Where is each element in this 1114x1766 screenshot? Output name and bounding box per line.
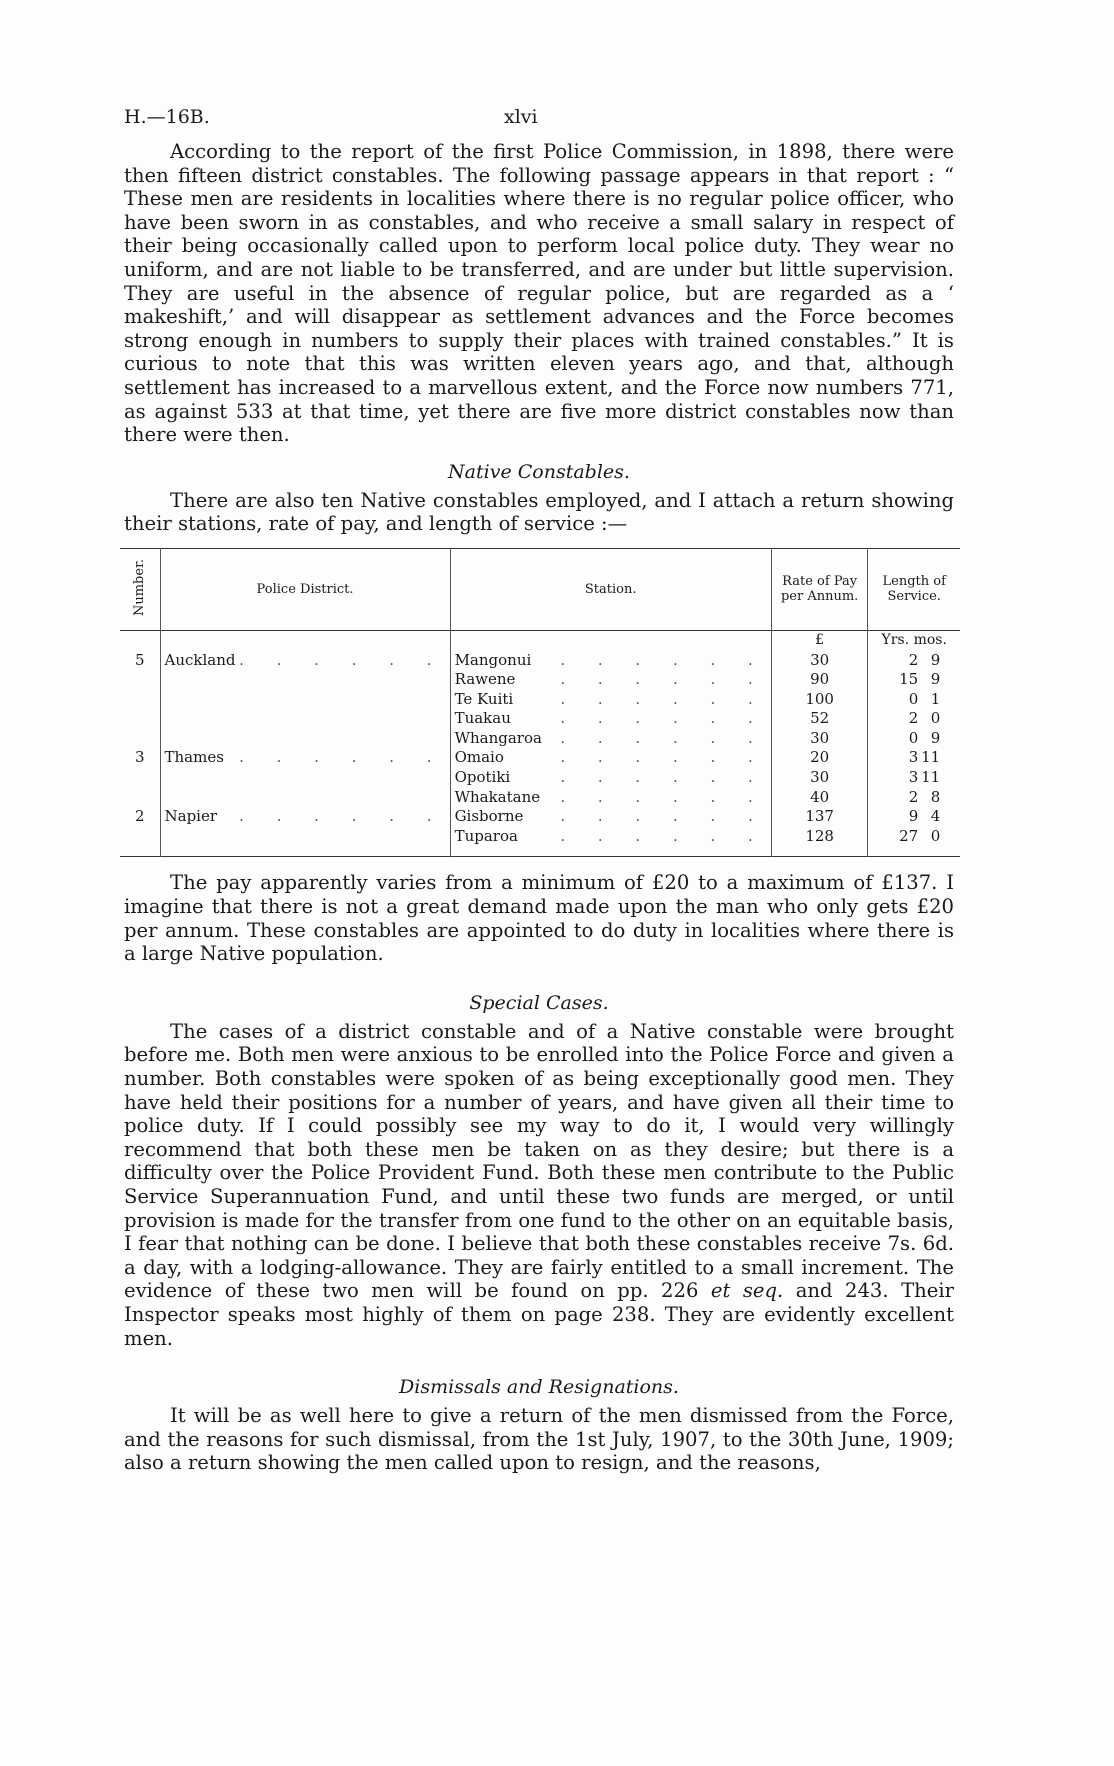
row-number	[120, 709, 160, 729]
table-row	[120, 788, 960, 808]
paragraph-native-intro: There are also ten Native constables employed, and I attach a return showing their stations, rate of pay, and length of service :—	[124, 488, 954, 536]
row-rate: 20	[771, 748, 868, 768]
row-length: 2 9	[908, 650, 941, 669]
document-page	[124, 100, 954, 1475]
row-district: Auckland . . . . . .	[160, 651, 450, 671]
table-row	[120, 690, 960, 710]
row-rate: 128	[771, 827, 868, 847]
heading-special-cases: Special Cases.	[469, 991, 609, 1014]
row-number	[120, 690, 160, 710]
paragraph-dismissals: It will be as well here to give a return of the men dismissed from the Force, and the reasons for such dismissal, from the 1st July, 1907, to the 30th June, 1909; also a return showing the men called upon to resign, and the reasons,	[124, 1404, 954, 1475]
document-reference: H.—16B.	[124, 106, 210, 128]
row-number	[120, 729, 160, 749]
table-row	[120, 807, 960, 827]
table-row	[120, 670, 960, 690]
row-rate: 100	[771, 690, 868, 710]
row-number	[120, 670, 160, 690]
row-station: Whangaroa . . . . . .	[450, 729, 771, 749]
table-row	[120, 827, 960, 847]
row-length: 3 11	[908, 768, 941, 787]
row-district	[160, 709, 450, 729]
row-number	[120, 768, 160, 788]
row-rate: 30	[771, 768, 868, 788]
row-length: 0 9	[908, 728, 941, 747]
paragraph-commission: According to the report of the first Police Commission, in 1898, there were then fifteen district constables. The following passage appears in that report : “ These men are residents in localities where there is no regular police officer, who have been sworn in as constables, and who receive a small salary in respect of their being occasionally called upon to perform local police duty. They wear no uniform, and are not liable to be transferred, and are under but little supervision. They are useful in the absence of regular police, but are regarded as a ‘ makeshift,’ and will disappear as settlement advances and the Force becomes strong enough in numbers to supply their places with trained constables.” It is curious to note that this was written eleven years ago, and that, although settlement has increased to a marvellous extent, and the Force now numbers 771, as against 533 at that time, yet there are five more district constables now than there were then.	[124, 140, 954, 447]
row-district: Napier . . . . . .	[160, 807, 450, 827]
header-length-of-service: Length of Service.	[882, 574, 946, 605]
row-rate: 52	[771, 709, 868, 729]
row-district	[160, 729, 450, 749]
row-length: 0 1	[908, 689, 941, 708]
row-station: Mangonui . . . . . .	[450, 651, 771, 671]
row-district: Thames . . . . . .	[160, 748, 450, 768]
table-row	[120, 651, 960, 671]
row-district	[160, 788, 450, 808]
row-station: Te Kuiti . . . . . .	[450, 690, 771, 710]
table-header-row	[120, 548, 960, 630]
row-length: 3 11	[908, 748, 941, 767]
row-rate: 90	[771, 670, 868, 690]
native-constables-table	[120, 548, 960, 858]
header-station: Station.	[450, 548, 771, 630]
row-station: Opotiki . . . . . .	[450, 768, 771, 788]
row-number: 5	[120, 651, 160, 671]
row-rate: 30	[771, 651, 868, 671]
unit-pounds: £	[771, 630, 868, 650]
row-length: 9 4	[908, 807, 941, 826]
row-number: 3	[120, 748, 160, 768]
row-length: 27 0	[899, 826, 941, 845]
row-district	[160, 670, 450, 690]
table-row	[120, 729, 960, 749]
units-row	[120, 630, 960, 650]
header-police-district: Police District.	[160, 548, 450, 630]
table-row	[120, 768, 960, 788]
page-number: xlvi	[504, 106, 538, 128]
row-number	[120, 788, 160, 808]
table-row	[120, 748, 960, 768]
row-district	[160, 827, 450, 847]
header-rate-of-pay: Rate of Pay per Annum.	[771, 548, 868, 630]
table-row	[120, 709, 960, 729]
row-station: Whakatane . . . . . .	[450, 788, 771, 808]
row-station: Gisborne . . . . . .	[450, 807, 771, 827]
heading-native-constables: Native Constables.	[448, 460, 630, 483]
row-length: 2 0	[908, 709, 941, 728]
unit-years-months: Yrs. mos.	[881, 631, 947, 648]
row-length: 15 9	[899, 670, 941, 689]
row-rate: 40	[771, 788, 868, 808]
row-station: Tuparoa . . . . . .	[450, 827, 771, 847]
row-station: Tuakau . . . . . .	[450, 709, 771, 729]
heading-dismissals: Dismissals and Resignations.	[399, 1376, 679, 1399]
page-header	[124, 100, 954, 140]
row-station: Rawene . . . . . .	[450, 670, 771, 690]
row-length: 2 8	[908, 787, 941, 806]
row-number	[120, 827, 160, 847]
row-rate: 30	[771, 729, 868, 749]
row-rate: 137	[771, 807, 868, 827]
paragraph-special-cases: The cases of a district constable and of a Native constable were brought before me. Both men were anxious to be enrolled into the Police Force and given a number. Both constables were spoken of as being exceptionally good men. They have held their positions for a number of years, and have given all their time to police duty. If I could possibly see my way to do it, I would very willingly recommend that both these men be taken on as they desire; but there is a difficulty over the Police Provident Fund. Both these men contribute to the Public Service Superannuation Fund, and until these two funds are merged, or until provision is made for the transfer from one fund to the other on an equitable basis, I fear that nothing can be done. I believe that both these constables receive 7s. 6d. a day, with a lodging-allowance. They are fairly entitled to a small increment. The evidence of these two men will be found on pp. 226 et seq. and 243. Their Inspector speaks most highly of them on page 238. They are evidently excellent men.	[124, 1019, 954, 1350]
row-station: Omaio . . . . . .	[450, 748, 771, 768]
row-district	[160, 690, 450, 710]
header-number: Number.	[120, 548, 160, 630]
paragraph-pay: The pay apparently varies from a minimum of £20 to a maximum of £137. I imagine that there is not a great demand made upon the man who only gets £20 per annum. These constables are appointed to do duty in localities where there is a large Native population.	[124, 871, 954, 966]
row-district	[160, 768, 450, 788]
table-bottom-spacer	[120, 846, 960, 857]
row-number: 2	[120, 807, 160, 827]
